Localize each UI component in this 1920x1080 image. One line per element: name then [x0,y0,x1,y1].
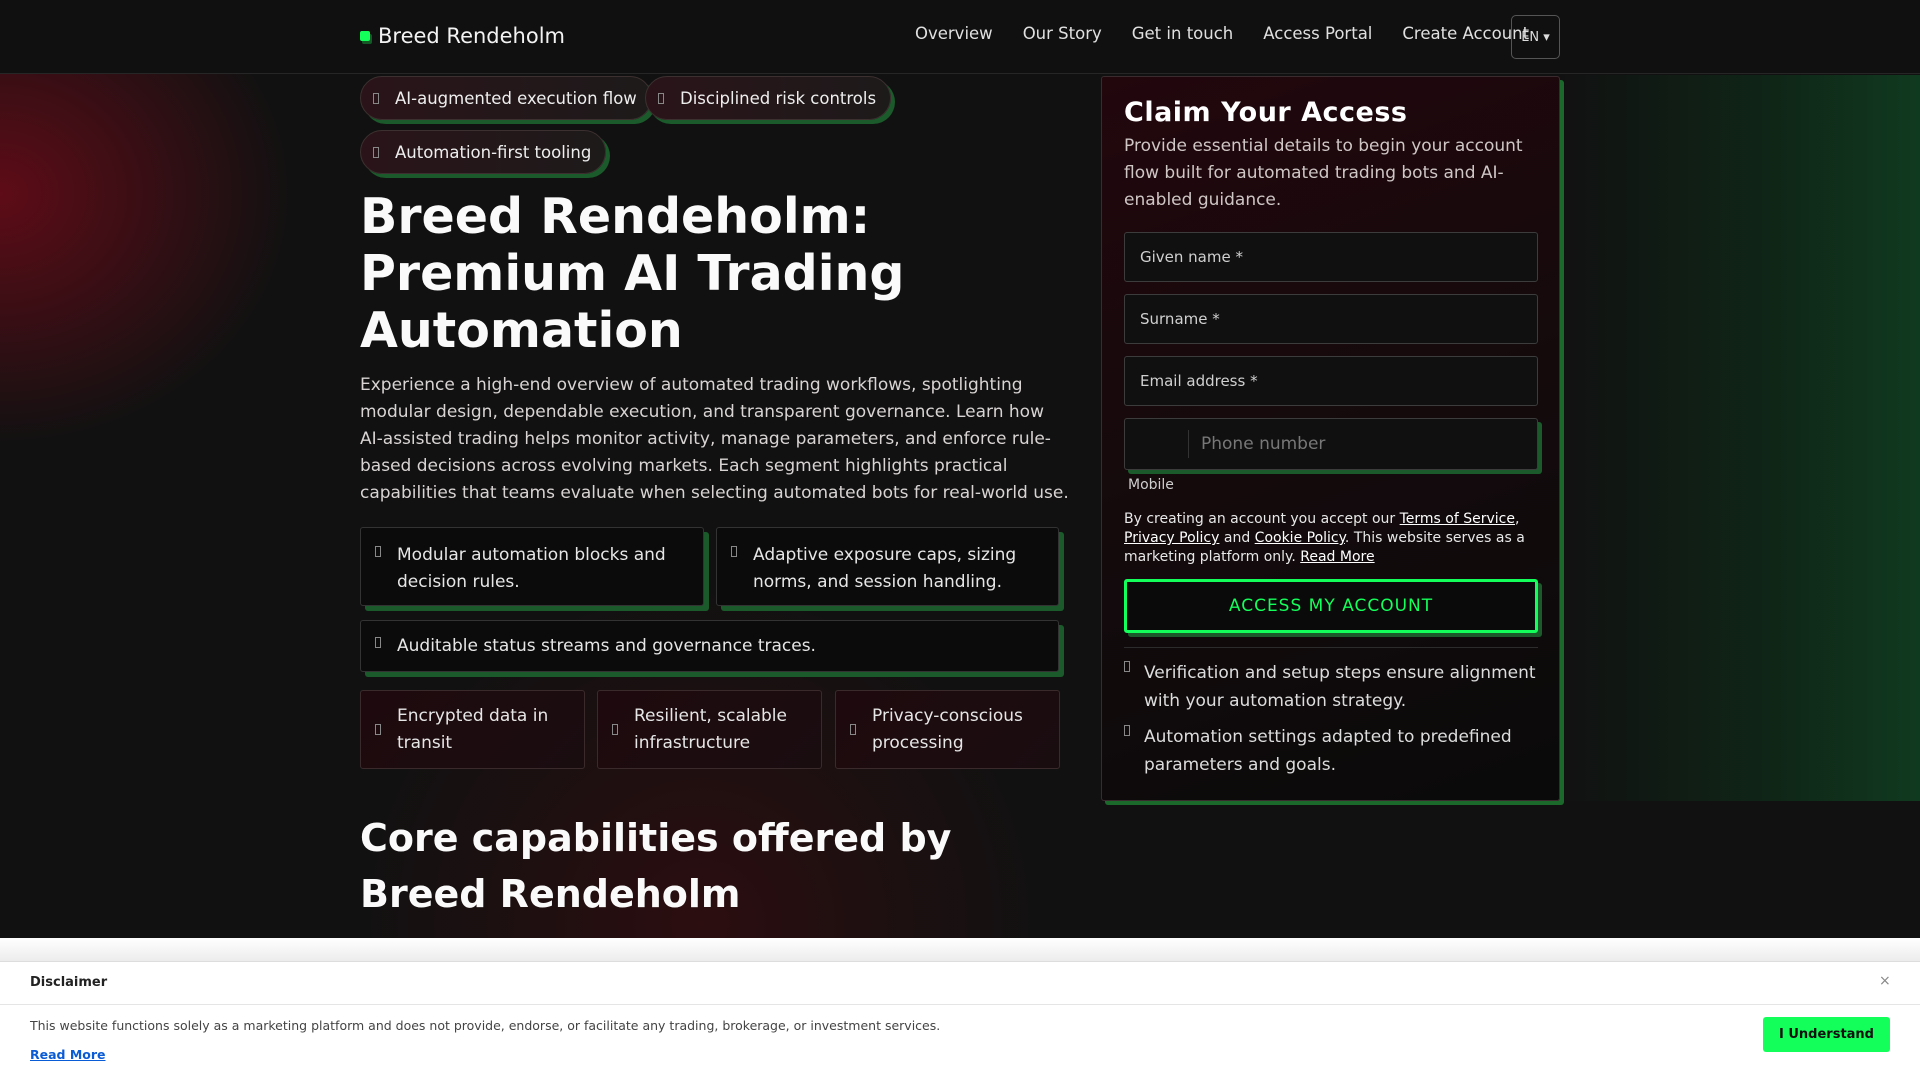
logo-icon [360,31,370,41]
understand-button[interactable]: I Understand [1763,1017,1890,1052]
phone-input[interactable] [1124,418,1538,470]
disclaimer-read-more[interactable]: Read More [30,1047,106,1062]
comma: , [1515,511,1520,527]
feature-icon [375,637,381,648]
trust-text: Encrypted data in transit [397,705,549,753]
feature-card [716,527,1059,606]
chip-icon [658,93,664,104]
phone-placeholder: Phone number [1201,434,1326,454]
nav-create-account[interactable]: Create Account [1402,24,1530,43]
bullet-text: Verification and setup steps ensure alignment with your automation strategy. [1144,663,1536,711]
language-select[interactable]: EN ▾ [1511,15,1560,59]
hero-lead: Experience a high-end overview of automated trading workflows, spotlighting modular design, dependable execution, and transparent governance. Learn how AI-assisted trading helps monitor activity, manage parameters, and enforce rule-based decisions across evolving markets. Each segment highlights practical capabilities that teams evaluate when selecting automated bots for real-world use. [360,375,1069,503]
terms-text [1124,510,1544,567]
trust-text: Privacy-conscious processing [872,705,1023,753]
divider [1124,647,1538,648]
chip-label: Automation-first tooling [395,142,592,162]
brand-name: Breed Rendeholm [378,24,566,48]
feature-text: Modular automation blocks and decision rules. [397,545,666,592]
hero-title: Breed Rendeholm: Premium AI Trading Automation [360,188,905,359]
form-bullet [1124,723,1544,779]
banner-shadow [0,938,1920,962]
form-description: Provide essential details to begin your account flow built for automated trading bots and AI-enabled guidance. [1124,136,1523,210]
email-input[interactable]: Email address * [1124,356,1538,406]
chip-label: Disciplined risk controls [680,88,877,108]
bullet-text: Automation settings adapted to predefined parameters and goals. [1144,727,1512,775]
chip-icon [373,147,379,158]
read-more-link[interactable]: Read More [1300,549,1375,565]
close-icon[interactable]: × [1879,973,1891,989]
nav-overview[interactable]: Overview [915,24,993,43]
core-title: Core capabilities offered by Breed Rendeholm [360,816,952,916]
signup-panel [1101,76,1560,801]
divider [0,1004,1920,1005]
lock-icon [375,724,381,735]
server-icon [612,724,618,735]
country-code-select[interactable] [1125,430,1189,458]
trust-card [835,690,1060,769]
and: and [1219,530,1255,546]
chip [360,76,652,120]
access-account-button[interactable]: ACCESS MY ACCOUNT [1124,579,1538,633]
top-nav [0,0,1920,74]
disclaimer-text: This website functions solely as a marketing platform and does not provide, endorse, or facilitate any trading, brokerage, or investment services. [30,1018,941,1033]
logo[interactable] [360,24,565,48]
check-icon [1124,725,1130,736]
chip-label: AI-augmented execution flow [395,88,637,108]
terms-pre: By creating an account you accept our [1124,511,1400,527]
nav-access-portal[interactable]: Access Portal [1263,24,1373,43]
disclaimer-banner [0,938,1920,1080]
feature-card [360,527,704,606]
form-bullet [1124,659,1544,715]
privacy-link[interactable]: Privacy Policy [1124,530,1220,546]
trust-text: Resilient, scalable infrastructure [634,705,787,753]
surname-input[interactable]: Surname * [1124,294,1538,344]
disclaimer-title: Disclaimer [30,975,108,990]
feature-text: Auditable status streams and governance traces. [397,636,816,656]
form-title: Claim Your Access [1124,97,1408,128]
feature-icon [375,546,381,557]
chip-icon [373,93,379,104]
terms-link[interactable]: Terms of Service [1399,511,1515,527]
cookie-link[interactable]: Cookie Policy [1254,530,1345,546]
chip [360,130,606,174]
feature-icon [731,546,737,557]
feature-text: Adaptive exposure caps, sizing norms, and session handling. [753,545,1017,592]
terms-post: . This website serves as a marketing platform only. [1124,530,1525,565]
chip [645,76,891,120]
given-name-input[interactable]: Given name * [1124,232,1538,282]
check-icon [1124,661,1130,672]
trust-card [597,690,822,769]
nav-get-in-touch[interactable]: Get in touch [1131,24,1234,43]
green-glow [1561,75,1920,801]
nav-our-story[interactable]: Our Story [1022,24,1102,43]
trust-card [360,690,585,769]
shield-icon [850,724,856,735]
feature-card [360,620,1059,672]
phone-hint: Mobile [1128,477,1174,493]
